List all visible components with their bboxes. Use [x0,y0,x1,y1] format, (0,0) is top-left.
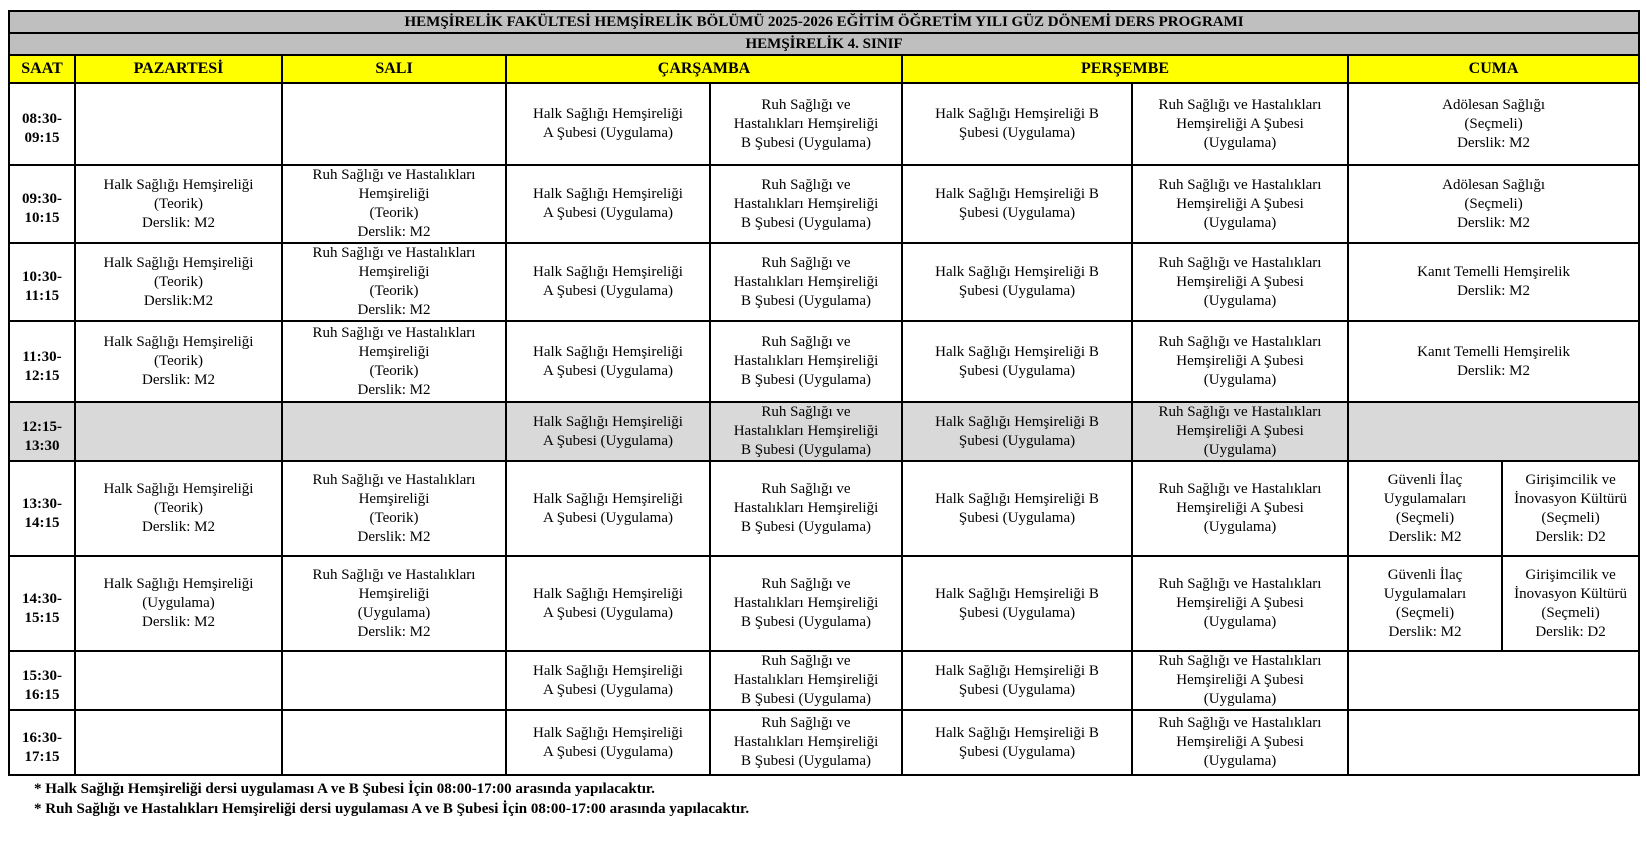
carsamba-b-cell [710,461,902,556]
cell-line: Güvenli İlaç [1387,566,1463,583]
cell-line: B Şubesi (Uygulama) [741,214,871,231]
cell-line: B Şubesi (Uygulama) [741,614,871,630]
cell-line: 10:30- [22,269,62,285]
cell-line: 12:15 [24,367,60,384]
cell-line: Ruh Sağlığı ve [761,96,851,113]
cell-line: Derslik: M2 [142,519,215,535]
carsamba-a-cell [506,710,710,775]
cell-line: Ruh Sağlığı ve Hastalıkları [312,167,476,183]
cell-line: Ruh Sağlığı ve [761,334,851,350]
sali-cell [282,321,506,402]
pazartesi-cell [75,651,282,710]
cell-line: Hemşireliği A Şubesi [1176,595,1304,611]
persembe-a-cell [902,651,1132,710]
pazartesi-cell [75,83,282,165]
pazartesi-cell [75,165,282,243]
cuma-cell [1348,321,1639,402]
cell-line: Uygulamaları [1383,490,1467,507]
pazartesi-cell [75,556,282,651]
title-row [9,11,1639,33]
cell-line: 11:30- [22,348,62,365]
time-slot-row [9,710,1639,775]
cell-line: Hastalıkları Hemşireliği [733,672,879,688]
cell-line: B Şubesi (Uygulama) [741,753,871,769]
carsamba-a-cell [506,402,710,461]
carsamba-b-cell [710,402,902,461]
cell-line: Halk Sağlığı Hemşireliği [103,334,254,350]
cell-line: Derslik: M2 [357,302,431,318]
cell-line: Ruh Sağlığı ve [761,715,851,731]
time-cell [9,402,75,461]
cell-line: 08:30- [22,111,62,127]
cell-line: Halk Sağlığı Hemşireliği [103,481,254,497]
cell-line: B Şubesi (Uygulama) [741,691,871,707]
cell-line: (Teorik) [154,273,203,290]
cell-line: Ruh Sağlığı ve Hastalıkları [1158,715,1322,731]
sali-cell [282,461,506,556]
persembe-b-cell [1132,243,1348,321]
sali-cell [282,83,506,165]
persembe-a-cell [902,243,1132,321]
cell-line: Ruh Sağlığı ve Hastalıkları [1158,481,1322,497]
cell-line: Hastalıkları Hemşireliği [733,115,879,132]
cell-line: 16:15 [24,686,60,703]
cell-line: Ruh Sağlığı ve [761,481,851,497]
cell-line: Ruh Sağlığı ve [761,653,851,669]
time-slot-row [9,165,1639,243]
cell-line: Adölesan Sağlığı [1442,96,1546,113]
cell-line: Halk Sağlığı Hemşireliği [533,490,683,507]
cell-line: Hemşireliği A Şubesi [1176,672,1304,688]
cell-line: (Uygulama) [1203,372,1277,388]
pazartesi-cell [75,243,282,321]
cuma-cell [1348,651,1639,710]
cell-line: Halk Sağlığı Hemşireliği B [935,106,1099,122]
cell-line: 13:30- [22,495,62,512]
time-slot-row [9,321,1639,402]
subtitle-row [9,33,1639,55]
cell-line: (Teorik) [369,205,419,221]
cell-line: A Şubesi (Uygulama) [543,509,673,526]
cell-line: Derslik: M2 [1457,283,1531,299]
carsamba-b-cell [710,710,902,775]
carsamba-b-cell [710,165,902,243]
cell-line: Halk Sağlığı Hemşireliği B [935,490,1099,507]
cell-line: Hemşireliği [358,186,430,202]
cell-line: (Uygulama) [1203,134,1277,151]
cell-line: (Uygulama) [1203,442,1277,458]
sali-cell [282,651,506,710]
sali-cell [282,243,506,321]
cell-line: Hemşireliği A Şubesi [1176,423,1304,439]
cell-line: Halk Sağlığı Hemşireliği B [935,343,1099,360]
cell-line: Ruh Sağlığı ve Hastalıkları [312,324,476,341]
cell-line: Ruh Sağlığı ve Hastalıkları [1158,96,1322,113]
cell-line: Hastalıkları Hemşireliği [733,734,879,750]
cell-line: (Teorik) [369,362,419,379]
cell-line: Hemşireliği A Şubesi [1176,195,1304,212]
pazartesi-cell [75,321,282,402]
time-cell [9,165,75,243]
cell-line: Girişimcilik ve [1525,471,1616,488]
cell-line: A Şubesi (Uygulama) [543,283,673,299]
cell-line: Hemşireliği A Şubesi [1176,273,1304,290]
header-carsamba: ÇARŞAMBA [506,55,902,83]
cell-line: (Seçmeli) [1395,509,1455,526]
carsamba-a-cell [506,651,710,710]
cell-line: (Uygulama) [1203,519,1277,535]
time-cell [9,461,75,556]
cell-line: Halk Sağlığı Hemşireliği [533,264,683,280]
cell-line: (Uygulama) [142,595,215,611]
cuma-cell [1348,243,1639,321]
cell-line: 13:30 [24,437,60,454]
cell-line: 17:15 [24,748,60,765]
cell-line: B Şubesi (Uygulama) [741,134,871,151]
time-slot-row [9,243,1639,321]
cell-line: Ruh Sağlığı ve Hastalıkları [312,245,476,261]
cell-line: Şubesi (Uygulama) [958,283,1076,299]
cell-line: Ruh Sağlığı ve Hastalıkları [1158,334,1322,350]
carsamba-a-cell [506,243,710,321]
header-sali: SALI [282,55,506,83]
cell-line: Ruh Sağlığı ve Hastalıkları [312,471,476,488]
cuma-cell [1348,710,1639,775]
cell-line: 14:15 [24,514,60,531]
cuma-a-cell [1348,461,1502,556]
cell-line: A Şubesi (Uygulama) [543,362,673,379]
cell-line: Derslik: M2 [1457,362,1531,379]
cell-line: Hemşireliği [358,264,430,280]
persembe-b-cell [1132,83,1348,165]
cell-line: Güvenli İlaç [1387,471,1463,488]
pazartesi-cell [75,710,282,775]
time-slot-row [9,461,1639,556]
cuma-cell [1348,165,1639,243]
cell-line: Derslik: M2 [142,214,215,231]
cell-line: Halk Sağlığı Hemşireliği [533,585,683,602]
cell-line: (Teorik) [369,283,419,299]
footnote: * Halk Sağlığı Hemşireliği dersi uygulaması A ve B Şubesi İçin 08:00-17:00 arasında yapılacaktır. [34,781,655,797]
carsamba-b-cell [710,651,902,710]
persembe-a-cell [902,461,1132,556]
cell-line: İnovasyon Kültürü [1514,490,1628,507]
footnote: * Ruh Sağlığı ve Hastalıkları Hemşireliği dersi uygulaması A ve B Şubesi İçin 08:00-17:00 arasında yapılacaktır. [34,801,750,817]
cell-line: Hemşireliği A Şubesi [1176,115,1304,132]
cell-line: (Teorik) [154,500,203,516]
persembe-b-cell [1132,710,1348,775]
cell-line: Halk Sağlığı Hemşireliği [533,343,683,360]
cuma-b-cell [1502,556,1639,651]
cell-line: Derslik: M2 [142,614,215,630]
cell-line: Halk Sağlığı Hemşireliği [533,724,683,741]
cell-line: A Şubesi (Uygulama) [543,681,673,698]
cell-line: Halk Sağlığı Hemşireliği B [935,413,1099,430]
cell-line: Adölesan Sağlığı [1442,176,1546,193]
time-slot-row [9,651,1639,710]
carsamba-b-cell [710,321,902,402]
footnotes [8,779,1638,819]
cell-line: Hemşireliği [358,490,430,507]
page-title: HEMŞİRELİK FAKÜLTESİ HEMŞİRELİK BÖLÜMÜ 2025-2026 EĞİTİM ÖĞRETİM YILI GÜZ DÖNEMİ DERS PROGRAMI [9,11,1639,33]
cell-line: 16:30- [22,729,62,746]
cell-line: (Uygulama) [1203,292,1277,309]
pazartesi-cell [75,461,282,556]
persembe-b-cell [1132,651,1348,710]
pazartesi-cell [75,402,282,461]
cell-line: Derslik: M2 [142,372,215,388]
time-slot-row [9,402,1639,461]
cell-line: (Uygulama) [1203,691,1277,707]
schedule-document [8,10,1638,819]
cell-line: Halk Sağlığı Hemşireliği B [935,186,1099,202]
sali-cell [282,556,506,651]
cell-line: Halk Sağlığı Hemşireliği [103,254,254,271]
cell-line: Derslik: D2 [1535,528,1606,545]
cell-line: (Uygulama) [1203,753,1277,769]
cell-line: Şubesi (Uygulama) [958,362,1076,379]
cell-line: A Şubesi (Uygulama) [543,604,673,621]
cell-line: Kanıt Temelli Hemşirelik [1417,343,1570,360]
cell-line: Halk Sağlığı Hemşireliği B [935,264,1099,280]
cell-line: (Teorik) [369,509,419,526]
cell-line: Hemşireliği [358,343,430,360]
cell-line: İnovasyon Kültürü [1514,585,1628,602]
cell-line: Halk Sağlığı Hemşireliği [533,662,683,679]
cuma-b-cell [1502,461,1639,556]
carsamba-b-cell [710,243,902,321]
cell-line: Halk Sağlığı Hemşireliği [103,576,254,592]
cuma-cell [1348,402,1639,461]
cell-line: (Uygulama) [1203,214,1277,231]
cell-line: Uygulamaları [1383,585,1467,602]
cell-line: Ruh Sağlığı ve Hastalıkları [312,566,476,583]
cell-line: A Şubesi (Uygulama) [543,205,673,221]
persembe-b-cell [1132,556,1348,651]
sali-cell [282,165,506,243]
persembe-b-cell [1132,461,1348,556]
cell-line: Hastalıkları Hemşireliği [733,273,879,290]
persembe-a-cell [902,710,1132,775]
cell-line: 10:15 [24,210,60,226]
cell-line: Derslik: M2 [1388,528,1462,545]
persembe-b-cell [1132,321,1348,402]
cuma-a-cell [1348,556,1502,651]
cell-line: Derslik: M2 [1457,134,1531,151]
cell-line: 14:30- [22,590,62,607]
cell-line: Hastalıkları Hemşireliği [733,423,879,439]
cell-line: Hemşireliği A Şubesi [1176,353,1304,369]
cell-line: Halk Sağlığı Hemşireliği [533,413,683,430]
cell-line: Derslik: M2 [1457,214,1531,231]
cell-line: Ruh Sağlığı ve Hastalıkları [1158,176,1322,193]
persembe-b-cell [1132,402,1348,461]
persembe-a-cell [902,165,1132,243]
cell-line: Hemşireliği A Şubesi [1176,500,1304,516]
cell-line: Halk Sağlığı Hemşireliği B [935,662,1099,679]
cell-line: Ruh Sağlığı ve [761,404,851,420]
cell-line: Ruh Sağlığı ve [761,576,851,592]
cell-line: (Seçmeli) [1395,604,1455,621]
cell-line: Kanıt Temelli Hemşirelik [1417,264,1570,280]
cell-line: Ruh Sağlığı ve Hastalıkları [1158,576,1322,592]
cell-line: A Şubesi (Uygulama) [543,432,673,449]
cell-line: 11:15 [24,288,60,304]
carsamba-a-cell [506,461,710,556]
cell-line: 15:30- [22,667,62,684]
header-cuma: CUMA [1348,55,1639,83]
cell-line: 12:15- [22,418,62,435]
cell-line: Ruh Sağlığı ve [761,254,851,271]
cell-line: Derslik: M2 [357,528,431,545]
time-slot-row [9,556,1639,651]
cell-line: Şubesi (Uygulama) [958,205,1076,221]
cell-line: Hemşireliği [358,585,430,602]
cell-line: (Seçmeli) [1541,509,1600,526]
cell-line: Girişimcilik ve [1525,566,1616,583]
sali-cell [282,710,506,775]
cell-line: (Teorik) [154,195,203,212]
cell-line: Şubesi (Uygulama) [958,509,1076,526]
schedule-table [8,10,1640,776]
cell-line: Derslik: M2 [357,224,431,240]
cell-line: Ruh Sağlığı ve [761,176,851,193]
persembe-a-cell [902,556,1132,651]
cell-line: Halk Sağlığı Hemşireliği [533,186,683,202]
cell-line: Derslik: M2 [1388,623,1462,640]
carsamba-a-cell [506,83,710,165]
cell-line: Halk Sağlığı Hemşireliği [533,106,683,122]
carsamba-b-cell [710,556,902,651]
cell-line: (Seçmeli) [1464,195,1523,212]
cell-line: 09:30- [22,191,62,207]
cell-line: Ruh Sağlığı ve Hastalıkları [1158,404,1322,420]
cell-line: Derslik: D2 [1535,623,1606,640]
cell-line: (Uygulama) [357,604,431,621]
time-cell [9,710,75,775]
header-persembe: PERŞEMBE [902,55,1348,83]
cell-line: Hastalıkları Hemşireliği [733,595,879,611]
cell-line: Hastalıkları Hemşireliği [733,195,879,212]
cell-line: Derslik:M2 [143,292,214,309]
cell-line: (Seçmeli) [1464,115,1523,132]
cell-line: B Şubesi (Uygulama) [741,292,871,309]
time-cell [9,321,75,402]
cell-line: A Şubesi (Uygulama) [543,125,673,141]
cell-line: Hemşireliği A Şubesi [1176,734,1304,750]
carsamba-b-cell [710,83,902,165]
time-cell [9,556,75,651]
carsamba-a-cell [506,556,710,651]
time-cell [9,243,75,321]
persembe-a-cell [902,402,1132,461]
persembe-a-cell [902,321,1132,402]
cell-line: Halk Sağlığı Hemşireliği B [935,585,1099,602]
cell-line: Hastalıkları Hemşireliği [733,500,879,516]
cell-line: Şubesi (Uygulama) [958,432,1076,449]
cell-line: Hastalıkları Hemşireliği [733,353,879,369]
cell-line: B Şubesi (Uygulama) [741,519,871,535]
time-cell [9,651,75,710]
cell-line: Şubesi (Uygulama) [958,125,1076,141]
cell-line: Halk Sağlığı Hemşireliği [103,176,254,193]
cell-line: Şubesi (Uygulama) [958,681,1076,698]
header-pazartesi: PAZARTESİ [75,55,282,83]
carsamba-a-cell [506,321,710,402]
class-subtitle: HEMŞİRELİK 4. SINIF [9,33,1639,55]
cell-line: 15:15 [24,609,60,626]
persembe-a-cell [902,83,1132,165]
time-slot-row [9,83,1639,165]
cell-line: (Teorik) [154,353,203,369]
cell-line: Derslik: M2 [357,623,431,640]
cell-line: Şubesi (Uygulama) [958,604,1076,621]
persembe-b-cell [1132,165,1348,243]
cell-line: Derslik: M2 [357,381,431,398]
cell-line: B Şubesi (Uygulama) [741,442,871,458]
cell-line: Ruh Sağlığı ve Hastalıkları [1158,653,1322,669]
cell-line: Ruh Sağlığı ve Hastalıkları [1158,254,1322,271]
cell-line: 09:15 [24,130,60,146]
cell-line: A Şubesi (Uygulama) [543,743,673,760]
day-header-row [9,55,1639,83]
cell-line: B Şubesi (Uygulama) [741,372,871,388]
cell-line: (Seçmeli) [1541,604,1600,621]
time-cell [9,83,75,165]
carsamba-a-cell [506,165,710,243]
cell-line: Halk Sağlığı Hemşireliği B [935,724,1099,741]
sali-cell [282,402,506,461]
cuma-cell [1348,83,1639,165]
cell-line: (Uygulama) [1203,614,1277,630]
cell-line: Şubesi (Uygulama) [958,743,1076,760]
header-saat: SAAT [9,55,75,83]
